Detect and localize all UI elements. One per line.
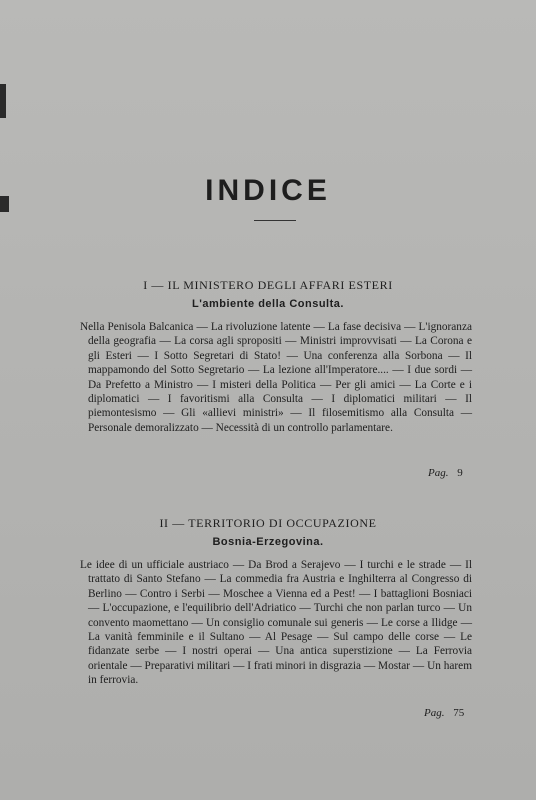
page-number: 75 (453, 707, 465, 719)
title-divider (254, 220, 296, 221)
section-summary: Nella Penisola Balcanica — La rivoluzione latente — La fase decisiva — L'ignoranza della geografia — La corsa agli spropositi — Ministri improvvisati — La Corona e gli Esteri — I Sotto Segretari di Stato! — Una conferenza alla Sorbona — Il mappamondo del Sotto Segretario — La lezione all'Imperatore.... — I due sordi — Da Prefetto a Ministro — I misteri della Politica — Per gli amici — La Corte e i diplomatici — I favoritismi alla Consulta — I diplomatici militari — Il piemontesismo — Gli «allievi ministri» — Il filosemitismo alla Consulta — Personale demoralizzato — Necessità di un controllo parlamentare. (80, 321, 472, 434)
section-summary: Le idee di un ufficiale austriaco — Da Brod a Serajevo — I turchi e le strade — Il trattato di Santo Stefano — La commedia fra Austria e Inghilterra al Congresso di Berlino — Contro i Serbi — Moschee a Vienna ed a Pest! — I battaglioni Bosniaci — L'occupazione, e l'equilibrio dell'Adriatico — Turchi che non parlan turco — Un convento maomettano — Un consiglio comunale sui generis — Le corse a Ilidge — La vanità femminile e il Sultano — Al Pesage — Sul campo delle corse — Le fidanzate serbe — I nostri operai — Una antica superstizione — La Ferrovia orientale — Preparativi militari — I frati minori in disgrazia — Mostar — Un harem in ferrovia. (80, 559, 472, 687)
page-label: Pag. (428, 467, 449, 479)
page-label: Pag. (424, 707, 445, 719)
section-subheading: L'ambiente della Consulta. (192, 298, 344, 310)
binding-edge-mark (0, 84, 6, 118)
index-section-2 (0, 516, 536, 550)
page-reference (424, 707, 464, 719)
page-title: INDICE (205, 174, 331, 207)
index-section-1 (0, 278, 536, 312)
section-heading: I — IL MINISTERO DEGLI AFFARI ESTERI (143, 278, 393, 292)
section-subheading: Bosnia-Erzegovina. (212, 536, 324, 548)
section-heading: II — TERRITORIO DI OCCUPAZIONE (159, 516, 377, 530)
page-number: 9 (457, 467, 463, 479)
page-reference (428, 467, 463, 479)
